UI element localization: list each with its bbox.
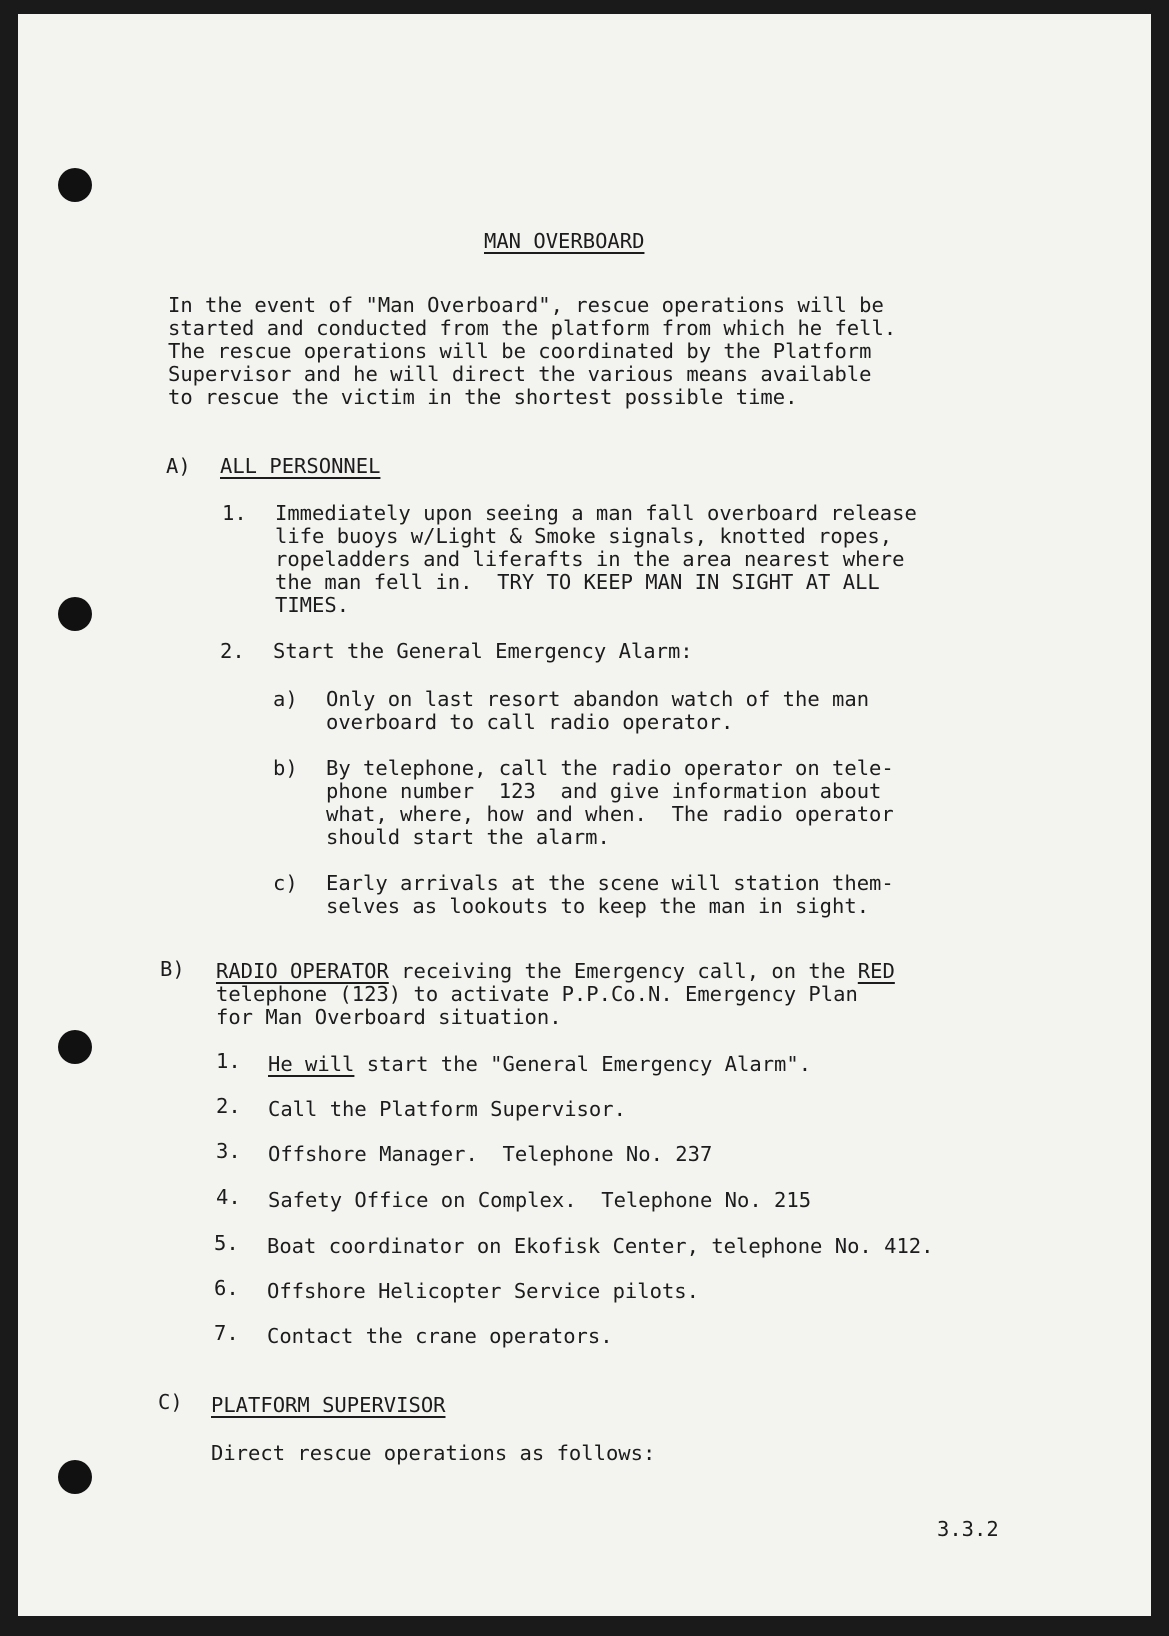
- item-line: Start the General Emergency Alarm:: [273, 639, 693, 663]
- item-line: the man fell in. TRY TO KEEP MAN IN SIGHT AT ALL: [275, 570, 880, 594]
- punch-hole: [58, 1460, 92, 1494]
- section-b-letter: B): [160, 957, 185, 981]
- list-item-text: Offshore Manager. Telephone No. 237: [268, 1142, 713, 1166]
- list-item: [268, 1053, 811, 1076]
- section-b-text: receiving the Emergency call, on the: [388, 959, 858, 983]
- section-b-line: telephone (123) to activate P.P.Co.N. Emergency Plan: [216, 982, 858, 1006]
- sub-item-line: phone number 123 and give information about: [326, 779, 882, 803]
- page-title: MAN OVERBOARD: [484, 229, 645, 253]
- sub-item-line: selves as lookouts to keep the man in sight.: [326, 894, 870, 918]
- section-c-letter: C): [158, 1390, 183, 1414]
- section-b-heading: RADIO OPERATOR: [216, 959, 389, 983]
- sub-item-line: Early arrivals at the scene will station them-: [326, 871, 894, 895]
- sub-item-letter: a): [273, 687, 298, 711]
- list-item-text: start the "General Emergency Alarm".: [354, 1052, 812, 1076]
- item-number: 7.: [214, 1321, 239, 1345]
- intro-line: The rescue operations will be coordinated by the Platform: [168, 339, 872, 363]
- sub-item-line: overboard to call radio operator.: [326, 710, 734, 734]
- section-b-line: for Man Overboard situation.: [216, 1005, 562, 1029]
- section-b-first-line: [216, 960, 895, 983]
- item-line: Immediately upon seeing a man fall overboard release: [275, 501, 917, 525]
- red-telephone-label: RED: [857, 959, 895, 983]
- item-number: 2.: [216, 1094, 241, 1118]
- item-number: 1.: [222, 501, 247, 525]
- intro-line: to rescue the victim in the shortest possible time.: [168, 385, 798, 409]
- page-number: 3.3.2: [937, 1517, 999, 1541]
- item-line: TIMES.: [275, 593, 350, 617]
- intro-line: started and conducted from the platform from which he fell.: [168, 316, 897, 340]
- item-number: 5.: [214, 1231, 239, 1255]
- list-item-text: Call the Platform Supervisor.: [268, 1097, 626, 1121]
- sub-item-line: should start the alarm.: [326, 825, 610, 849]
- list-item-text: Safety Office on Complex. Telephone No. 215: [268, 1188, 812, 1212]
- he-will-text: He will: [268, 1052, 355, 1076]
- sub-item-letter: b): [273, 756, 298, 780]
- item-line: ropeladders and liferafts in the area nearest where: [275, 547, 905, 571]
- section-a-heading: ALL PERSONNEL: [220, 454, 381, 478]
- sub-item-line: Only on last resort abandon watch of the man: [326, 687, 870, 711]
- sub-item-line: By telephone, call the radio operator on tele-: [326, 756, 894, 780]
- punch-hole: [58, 597, 92, 631]
- item-number: 1.: [216, 1049, 241, 1073]
- item-number: 2.: [220, 639, 245, 663]
- section-a-letter: A): [166, 454, 191, 478]
- sub-item-letter: c): [273, 871, 298, 895]
- punch-hole: [58, 168, 92, 202]
- sub-item-line: what, where, how and when. The radio operator: [326, 802, 894, 826]
- item-number: 4.: [216, 1185, 241, 1209]
- item-number: 6.: [214, 1276, 239, 1300]
- list-item-text: Boat coordinator on Ekofisk Center, telephone No. 412.: [267, 1234, 934, 1258]
- list-item-text: Offshore Helicopter Service pilots.: [267, 1279, 699, 1303]
- punch-hole: [58, 1030, 92, 1064]
- list-item-text: Contact the crane operators.: [267, 1324, 613, 1348]
- section-c-text: Direct rescue operations as follows:: [211, 1441, 656, 1465]
- intro-line: In the event of "Man Overboard", rescue operations will be: [168, 293, 884, 317]
- section-c-heading: PLATFORM SUPERVISOR: [211, 1393, 446, 1417]
- item-line: life buoys w/Light & Smoke signals, knotted ropes,: [275, 524, 893, 548]
- item-number: 3.: [216, 1139, 241, 1163]
- intro-line: Supervisor and he will direct the various means available: [168, 362, 872, 386]
